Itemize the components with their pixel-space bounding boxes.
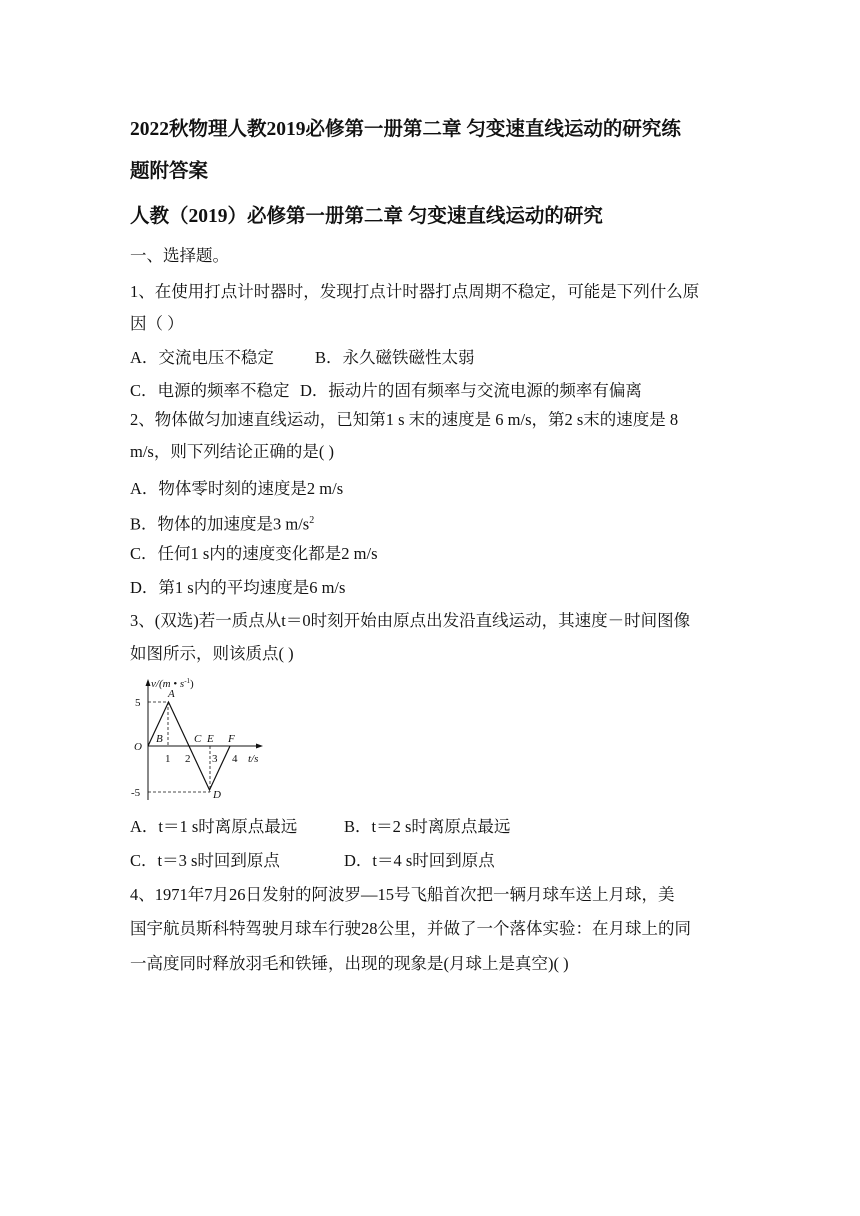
ylabel-sup: -1 [184,677,191,685]
velocity-time-graph [130,676,265,804]
point-F: F [228,733,235,745]
xlabel: t/s [248,753,259,765]
q3-option-c: C．t＝3 s时回到原点 [130,851,280,870]
t-axis-arrow [256,744,263,749]
tick-t1: 1 [165,753,171,765]
tick-t3: 3 [212,753,218,765]
q4-stem-line1: 4、1971年7月26日发射的阿波罗—15号飞船首次把一辆月球车送上月球，美 [130,885,675,904]
q2-stem-line1: 2、物体做匀加速直线运动，已知第1 s 末的速度是 6 m/s，第2 s末的速度是 8 [130,410,679,429]
q1-option-c: C．电源的频率不稳定 [130,381,290,400]
ylabel-text: v/(m • s [151,678,185,690]
q2-option-d: D．第1 s内的平均速度是6 m/s [130,578,346,597]
point-C: C [194,733,202,745]
document-subtitle: 人教（2019）必修第一册第二章 匀变速直线运动的研究 [130,206,603,227]
q2-option-c: C．任何1 s内的速度变化都是2 m/s [130,544,378,563]
v-axis-arrow [146,679,151,686]
q3-option-a: A．t＝1 s时离原点最远 [130,817,298,836]
point-A: A [168,688,175,700]
document-title-line1: 2022秋物理人教2019必修第一册第二章 匀变速直线运动的研究练 [130,119,681,140]
tick-vneg5: -5 [131,787,141,799]
q1-option-d: D．振动片的固有频率与交流电源的频率有偏离 [300,381,642,400]
q3-option-d: D．t＝4 s时回到原点 [344,851,495,870]
q1-option-b: B．永久磁铁磁性太弱 [315,348,475,367]
q1-stem-line1: 1、在使用打点计时器时，发现打点计时器打点周期不稳定，可能是下列什么原 [130,282,700,301]
q2-stem-line2: m/s，则下列结论正确的是( ) [130,442,334,461]
q4-stem-line3: 一高度同时释放羽毛和铁锤，出现的现象是(月球上是真空)( ) [130,954,569,973]
q3-option-b: B．t＝2 s时离原点最远 [344,817,511,836]
document-title-line2: 题附答案 [130,161,209,182]
section-heading: 一、选择题。 [130,246,229,265]
q4-stem-line2: 国宇航员斯科特驾驶月球车行驶28公里，并做了一个落体实验：在月球上的同 [130,919,691,938]
point-D: D [213,789,221,801]
q2-option-b [130,510,314,536]
tick-t2: 2 [185,753,191,765]
q1-option-a: A．交流电压不稳定 [130,348,274,367]
ylabel-end: ) [190,678,194,690]
q3-stem-line1: 3、(双选)若一质点从t＝0时刻开始由原点出发沿直线运动，其速度－时间图像 [130,611,691,630]
q2-option-b-sup: 2 [309,515,315,526]
point-E: E [207,733,214,745]
tick-v5: 5 [135,697,141,709]
q3-stem-line2: 如图所示，则该质点( ) [130,644,294,663]
origin-label: O [134,741,142,753]
point-B: B [156,733,163,745]
q2-option-b-text: B．物体的加速度是3 m/s [130,514,310,534]
tick-t4: 4 [232,753,238,765]
q1-stem-line2: 因（ ） [130,314,184,333]
q2-option-a: A．物体零时刻的速度是2 m/s [130,479,344,498]
